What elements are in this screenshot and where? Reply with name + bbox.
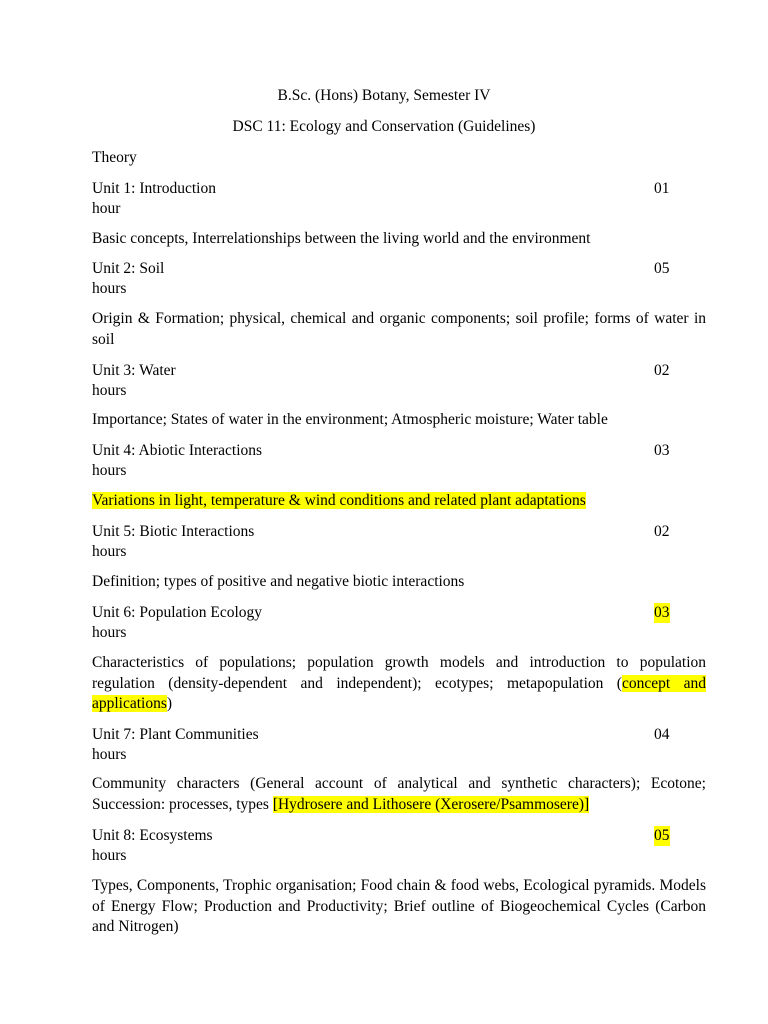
unit-hours-number: 02 bbox=[654, 362, 670, 379]
unit-name: Unit 4: Abiotic Interactions bbox=[92, 442, 263, 459]
unit-heading bbox=[92, 725, 706, 765]
unit-heading bbox=[92, 522, 706, 562]
unit-heading bbox=[92, 179, 706, 219]
unit-heading bbox=[92, 441, 706, 481]
unit-hours-label: hours bbox=[92, 746, 127, 763]
unit-description-text: Types, Components, Trophic organisation; Food chain & food webs, Ecological pyramids. Models of Energy Flow; Production and Productivity; Brief outline of Biogeochemical Cycles (Carbon and Nitrogen) bbox=[92, 877, 706, 935]
unit-name: Unit 8: Ecosystems bbox=[92, 827, 213, 844]
unit-description bbox=[92, 774, 706, 815]
highlighted-text: concept and applications bbox=[92, 674, 706, 712]
unit-name: Unit 6: Population Ecology bbox=[92, 604, 263, 621]
unit-description bbox=[92, 410, 706, 431]
unit-description bbox=[92, 229, 706, 250]
unit-name: Unit 7: Plant Communities bbox=[92, 726, 259, 743]
unit-hours-number: 01 bbox=[654, 180, 670, 197]
unit-hours-number: 02 bbox=[654, 523, 670, 540]
unit-hours-number: 05 bbox=[654, 260, 670, 277]
unit-description-text: Definition; types of positive and negative biotic interactions bbox=[92, 573, 465, 590]
unit-description bbox=[92, 491, 706, 512]
unit-hours-number: 05 bbox=[654, 827, 670, 844]
highlighted-text: Variations in light, temperature & wind conditions and related plant adaptations bbox=[92, 492, 586, 509]
unit-heading bbox=[92, 603, 706, 643]
unit-hours-label: hours bbox=[92, 543, 127, 560]
unit-description-text: ) bbox=[166, 695, 173, 712]
unit-hours-number: 03 bbox=[654, 604, 670, 621]
unit-heading bbox=[92, 259, 706, 299]
unit-hours-label: hours bbox=[92, 462, 127, 479]
unit-description-text: Community characters (General account of analytical and synthetic characters); Ecotone; Succession: processes, types bbox=[92, 775, 706, 813]
document-subtitle: DSC 11: Ecology and Conservation (Guidelines) bbox=[232, 118, 536, 135]
unit-heading bbox=[92, 361, 706, 401]
document-title: B.Sc. (Hons) Botany, Semester IV bbox=[277, 87, 491, 104]
unit-description bbox=[92, 876, 706, 938]
unit-hours-label: hour bbox=[92, 200, 121, 217]
unit-description bbox=[92, 572, 706, 593]
unit-hours-number: 03 bbox=[654, 442, 670, 459]
unit-name: Unit 5: Biotic Interactions bbox=[92, 523, 255, 540]
unit-description bbox=[92, 653, 706, 715]
unit-hours-label: hours bbox=[92, 624, 127, 641]
section-label: Theory bbox=[92, 149, 137, 166]
unit-description bbox=[92, 309, 706, 350]
unit-description-text: Basic concepts, Interrelationships between the living world and the environment bbox=[92, 230, 591, 247]
unit-name: Unit 1: Introduction bbox=[92, 180, 216, 197]
unit-hours-number: 04 bbox=[654, 726, 670, 743]
unit-description-text: Importance; States of water in the environment; Atmospheric moisture; Water table bbox=[92, 411, 608, 428]
unit-hours-label: hours bbox=[92, 382, 127, 399]
highlighted-text: [Hydrosere and Lithosere (Xerosere/Psammosere)] bbox=[272, 795, 590, 813]
unit-name: Unit 2: Soil bbox=[92, 260, 165, 277]
unit-description-text: Characteristics of populations; population growth models and introduction to population regulation (density-dependent and independent); ecotypes; metapopulation ( bbox=[92, 654, 706, 692]
unit-description-text: Origin & Formation; physical, chemical and organic components; soil profile; forms of water in soil bbox=[92, 310, 706, 348]
unit-heading bbox=[92, 826, 706, 866]
unit-hours-label: hours bbox=[92, 847, 127, 864]
unit-name: Unit 3: Water bbox=[92, 362, 176, 379]
unit-hours-label: hours bbox=[92, 280, 127, 297]
